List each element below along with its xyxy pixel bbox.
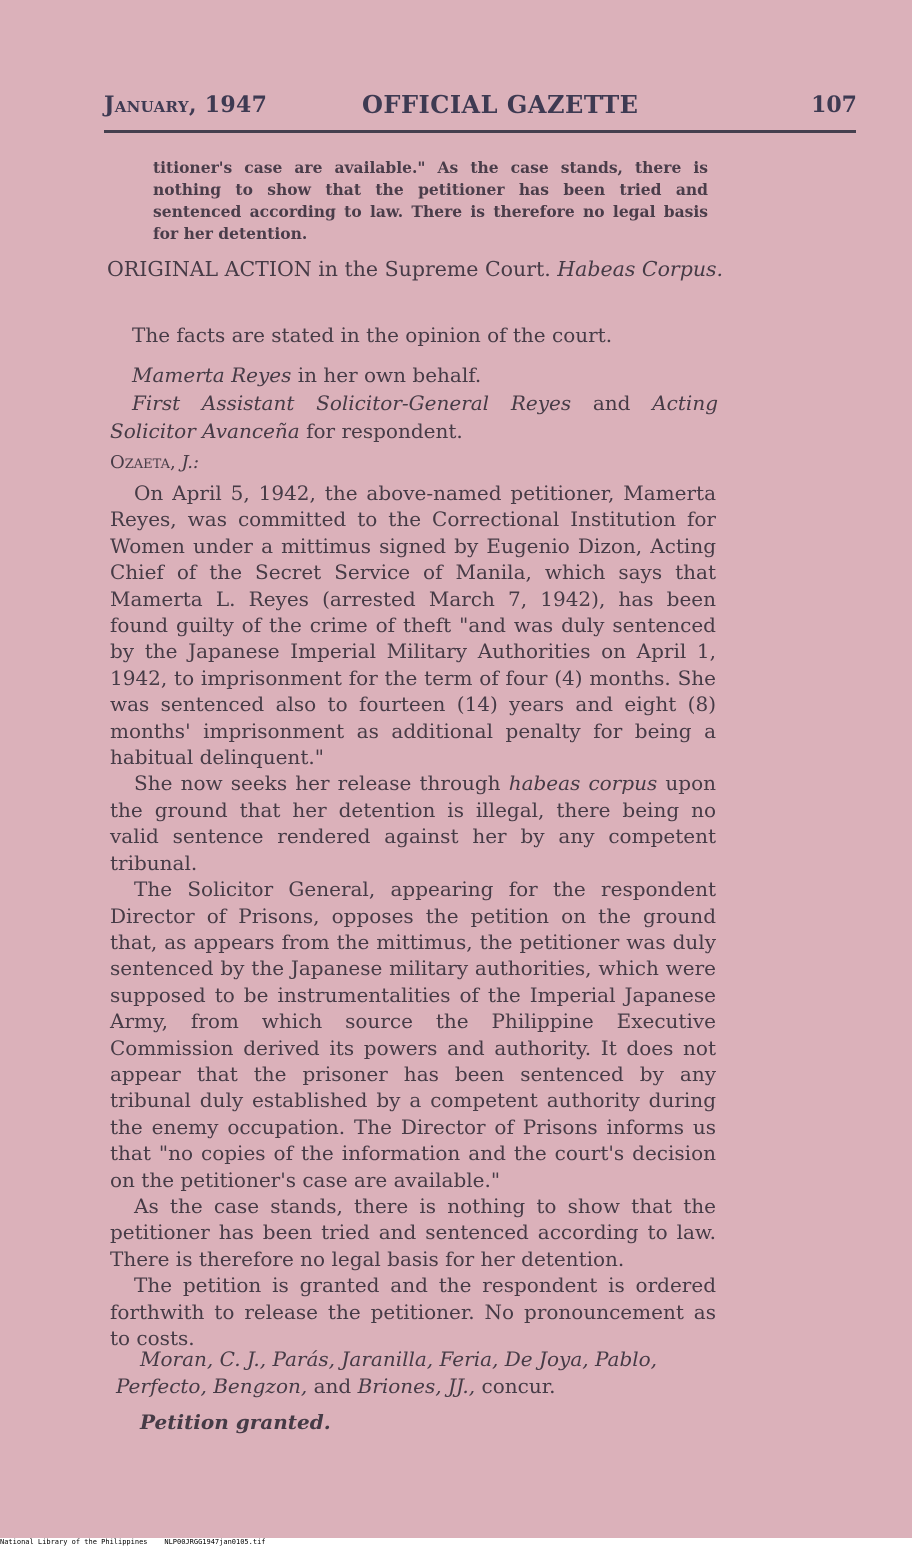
header-rule	[104, 130, 856, 133]
p2-italic: habeas corpus	[508, 771, 658, 796]
ponente	[110, 452, 199, 473]
scan-footer: National Library of the Philippines NLP00JRGG1947jan0105.tif	[0, 1538, 266, 1546]
respondent-and: and	[571, 391, 653, 415]
petitioner-name: Mamerta Reyes	[132, 363, 292, 387]
opinion-paragraph-3: The Solicitor General, appearing for the respondent Director of Prisons, opposes the petition on the ground that, as appears from the mittimus, the petitioner was duly sentenced by the Japanese military authorities, which were supposed to be instrumentalities of the Imperial Japanese Army, from which source the Philippine Executive Commission derived its powers and authority. It does not appear that the prisoner has been sentenced by any tribunal duly established by a competent authority during the enemy occupation. The Director of Prisons informs us that "no copies of the information and the court's decision on the petitioner's case are available."	[110, 877, 716, 1192]
concurrence	[116, 1346, 722, 1400]
concurring-justices: Moran, C. J., Parás, Jaranilla, Feria, De Joya, Pablo, Perfecto, Bengzon,	[116, 1347, 658, 1398]
original-action	[107, 255, 753, 283]
syllabus-text: titioner's case are available." As the case stands, there is nothing to show that the petitioner has been tried and sentenced according to law. There is therefore no legal basis for her detention.	[153, 158, 708, 243]
counsel-petitioner	[110, 361, 718, 389]
opinion-paragraph-5: The petition is granted and the respondent is ordered forthwith to release the petitioner. No pronouncement as to costs.	[110, 1273, 716, 1350]
page-header	[104, 88, 859, 122]
judge-suffix: J.:	[181, 452, 200, 473]
opinion-body	[110, 480, 716, 1351]
judge-name: Ozaeta,	[110, 452, 182, 473]
petitioner-text: in her own behalf.	[291, 363, 482, 387]
header-date: January, 1947	[104, 92, 268, 118]
page-number: 107	[811, 92, 857, 118]
original-action-italic: Habeas Corpus.	[557, 257, 724, 281]
respondent-name-2: Acting Solicitor Avanceña	[110, 391, 718, 443]
concurrence-line	[116, 1346, 722, 1400]
original-action-text: ORIGINAL ACTION in the Supreme Court.	[107, 257, 558, 281]
opinion-paragraph-4: As the case stands, there is nothing to show that the petitioner has been tried and sentenced according to law. There is therefore no legal basis for her detention.	[110, 1193, 716, 1271]
counsel-block	[110, 361, 718, 445]
concur-verb: concur.	[475, 1374, 556, 1398]
p2-after: upon the ground that her detention is illegal, there being no valid sentence rendered against her by any competent tribunal.	[110, 771, 716, 875]
respondent-text: for respondent.	[299, 419, 463, 443]
p2-before: She now seeks her release through	[134, 771, 509, 796]
respondent-name-1: First Assistant Solicitor-General Reyes	[132, 391, 572, 415]
opinion-paragraph-1: On April 5, 1942, the above-named petitioner, Mamerta Reyes, was committed to the Correctional Institution for Women under a mittimus signed by Eugenio Dizon, Acting Chief of the Secret Service of Manila, which says that Mamerta L. Reyes (arrested March 7, 1942), has been found guilty of the crime of theft "and was duly sentenced by the Japanese Imperial Military Authorities on April 1, 1942, to imprisonment for the term of four (4) months. She was sentenced also to fourteen (14) years and eight (8) months' imprisonment as additional penalty for being a habitual delinquent."	[110, 481, 716, 770]
concurring-last: Briones, JJ.,	[357, 1374, 476, 1398]
facts-line: The facts are stated in the opinion of the court.	[132, 323, 613, 347]
header-title: OFFICIAL GAZETTE	[362, 90, 639, 119]
disposition: Petition granted.	[140, 1410, 331, 1434]
concur-and: and	[307, 1374, 358, 1398]
opinion-paragraph-2	[110, 770, 716, 876]
counsel-respondent	[110, 389, 718, 445]
